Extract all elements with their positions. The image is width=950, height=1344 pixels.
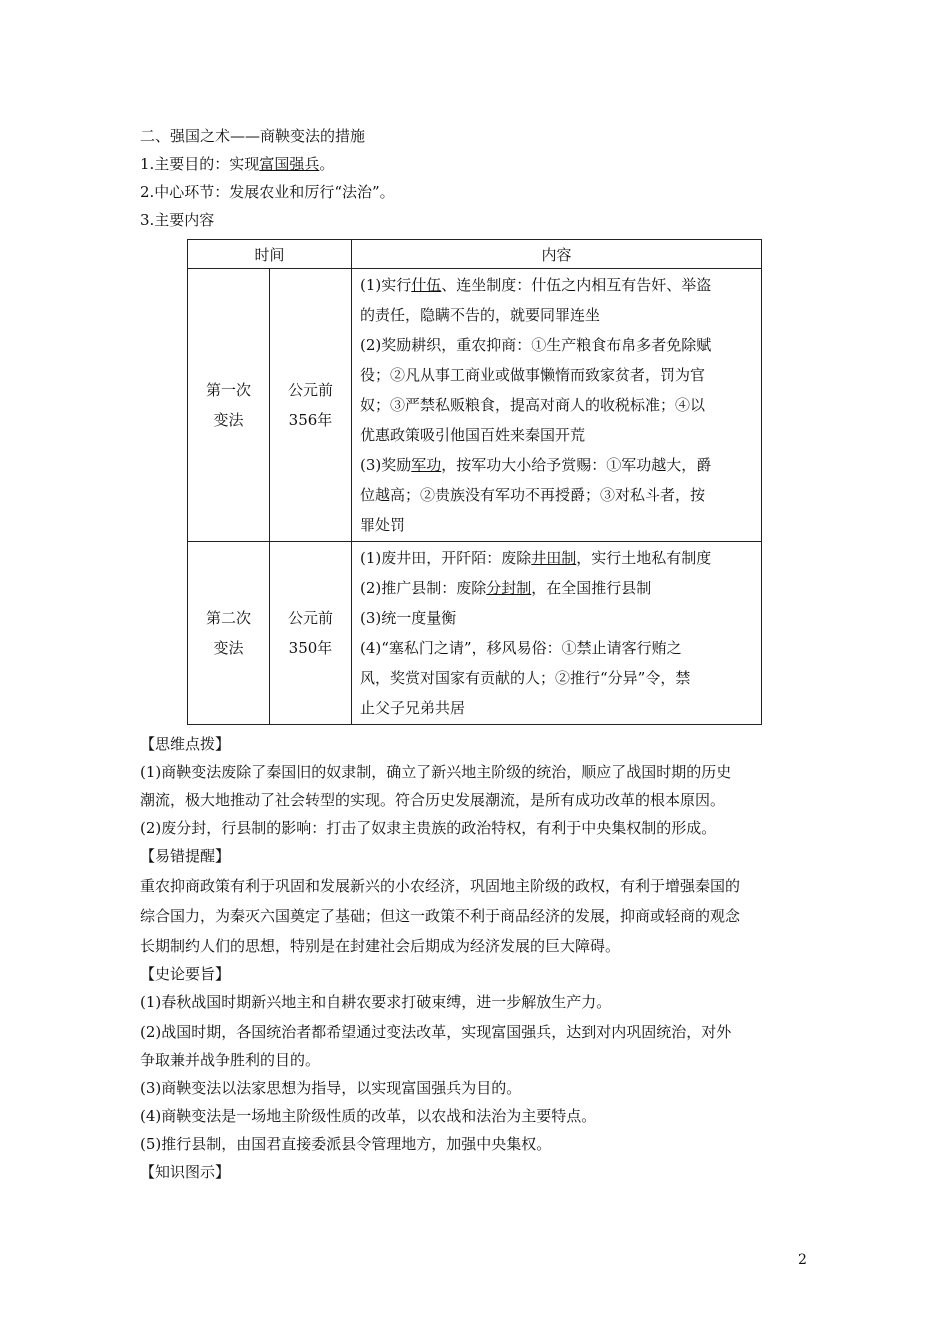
paragraph-line: (4)商鞅变法是一场地主阶级性质的改革，以农战和法治为主要特点。: [140, 1107, 597, 1125]
paragraph-line: (2)战国时期，各国统治者都希望通过变法改革，实现富国强兵，达到对内巩固统治，对外: [140, 1023, 732, 1041]
table-row: [188, 542, 762, 725]
reform-year-line: 公元前: [287, 381, 333, 399]
header-content: 内容: [352, 240, 762, 269]
page-number: 2: [798, 1252, 807, 1268]
thesis-heading: 【史论要旨】: [140, 965, 231, 983]
main-purpose-line: [140, 152, 334, 176]
content-underlined: 军功: [411, 456, 442, 474]
content-line: 役；②凡从事工商业或做事懒惰而致家贫者，罚为官: [360, 366, 706, 384]
reform-name-line: 变法: [213, 639, 244, 657]
paragraph-line: 综合国力，为秦灭六国奠定了基础；但这一政策不利于商品经济的发展，抑商或轻商的观念: [140, 907, 741, 925]
content-line: 风，奖赏对国家有贡献的人；②推行“分异”令，禁: [360, 669, 691, 687]
reform-content-cell: [352, 269, 762, 542]
paragraph-line: (3)商鞅变法以法家思想为指导，以实现富国强兵为目的。: [140, 1079, 522, 1097]
paragraph-line: 争取兼并战争胜利的目的。: [140, 1051, 321, 1069]
paragraph-line: 潮流，极大地推动了社会转型的实现。符合历史发展潮流，是所有成功改革的根本原因。: [140, 791, 726, 809]
reform-name-line: 变法: [213, 411, 244, 429]
diagram-heading: 【知识图示】: [140, 1163, 231, 1181]
content-line: [360, 543, 755, 573]
reform-name-cell: [188, 269, 270, 542]
thinking-heading: 【思维点拨】: [140, 735, 231, 753]
table-header-row: [188, 240, 762, 269]
paragraph-line: (1)商鞅变法废除了秦国旧的奴隶制，确立了新兴地主阶级的统治，顺应了战国时期的历史: [140, 763, 732, 781]
reform-year-line: 350年: [288, 639, 333, 657]
table-row: [188, 269, 762, 542]
paragraph-line: (1)春秋战国时期新兴地主和自耕农要求打破束缚，进一步解放生产力。: [140, 993, 612, 1011]
content-line: 止父子兄弟共居: [360, 699, 466, 717]
main-content-title: 3.主要内容: [140, 211, 215, 229]
main-purpose-underlined: 富国强兵: [259, 155, 320, 173]
content-line: (3)统一度量衡: [360, 609, 457, 627]
content-text: (1)废井田，开阡陌：废除: [360, 549, 532, 567]
reform-table: [187, 239, 762, 725]
paragraph-line: 重农抑商政策有利于巩固和发展新兴的小农经济，巩固地主阶级的政权，有利于增强秦国的: [140, 877, 741, 895]
main-purpose-prefix: 1.主要目的：实现: [140, 155, 260, 173]
reform-year-cell: [270, 269, 352, 542]
main-purpose-suffix: 。: [319, 155, 335, 173]
reform-content-cell: [352, 542, 762, 725]
core-link-line: 2.中心环节：发展农业和厉行“法治”。: [140, 183, 395, 201]
content-line: [360, 270, 755, 300]
content-underlined: 什伍: [411, 276, 442, 294]
content-text: ，实行土地私有制度: [576, 549, 712, 567]
header-time: 时间: [188, 240, 352, 269]
reform-year-line: 356年: [288, 411, 333, 429]
content-text: (1)实行: [360, 276, 412, 294]
content-text: (3)奖励: [360, 456, 412, 474]
paragraph-line: 长期制约人们的思想，特别是在封建社会后期成为经济发展的巨大障碍。: [140, 937, 621, 955]
content-line: [360, 573, 755, 603]
content-line: 罪处罚: [360, 516, 406, 534]
content-line: (4)“塞私门之请”，移风易俗：①禁止请客行贿之: [360, 639, 682, 657]
content-underlined: 分封制: [486, 579, 532, 597]
reform-name-cell: [188, 542, 270, 725]
content-underlined: 井田制: [531, 549, 577, 567]
reform-name-line: 第一次: [205, 381, 251, 399]
content-text: ，按军功大小给予赏赐：①军功越大，爵: [441, 456, 712, 474]
content-line: [360, 450, 755, 480]
reform-year-cell: [270, 542, 352, 725]
content-line: 的责任，隐瞒不告的，就要同罪连坐: [360, 306, 601, 324]
reform-year-line: 公元前: [287, 609, 333, 627]
content-line: 位越高；②贵族没有军功不再授爵；③对私斗者，按: [360, 486, 706, 504]
content-text: 、连坐制度：什伍之内相互有告奸、举盗: [441, 276, 712, 294]
content-text: ，在全国推行县制: [531, 579, 652, 597]
reform-name-line: 第二次: [205, 609, 251, 627]
paragraph-line: (2)废分封，行县制的影响：打击了奴隶主贵族的政治特权，有利于中央集权制的形成。: [140, 819, 717, 837]
section-title: 二、强国之术——商鞅变法的措施: [140, 127, 366, 145]
paragraph-line: (5)推行县制，由国君直接委派县令管理地方，加强中央集权。: [140, 1135, 552, 1153]
content-line: 优惠政策吸引他国百姓来秦国开荒: [360, 426, 586, 444]
content-line: (2)奖励耕织，重农抑商：①生产粮食布帛多者免除赋: [360, 336, 712, 354]
content-text: (2)推广县制：废除: [360, 579, 487, 597]
content-line: 奴；③严禁私贩粮食，提高对商人的收税标准；④以: [360, 396, 706, 414]
mistakes-heading: 【易错提醒】: [140, 847, 231, 865]
